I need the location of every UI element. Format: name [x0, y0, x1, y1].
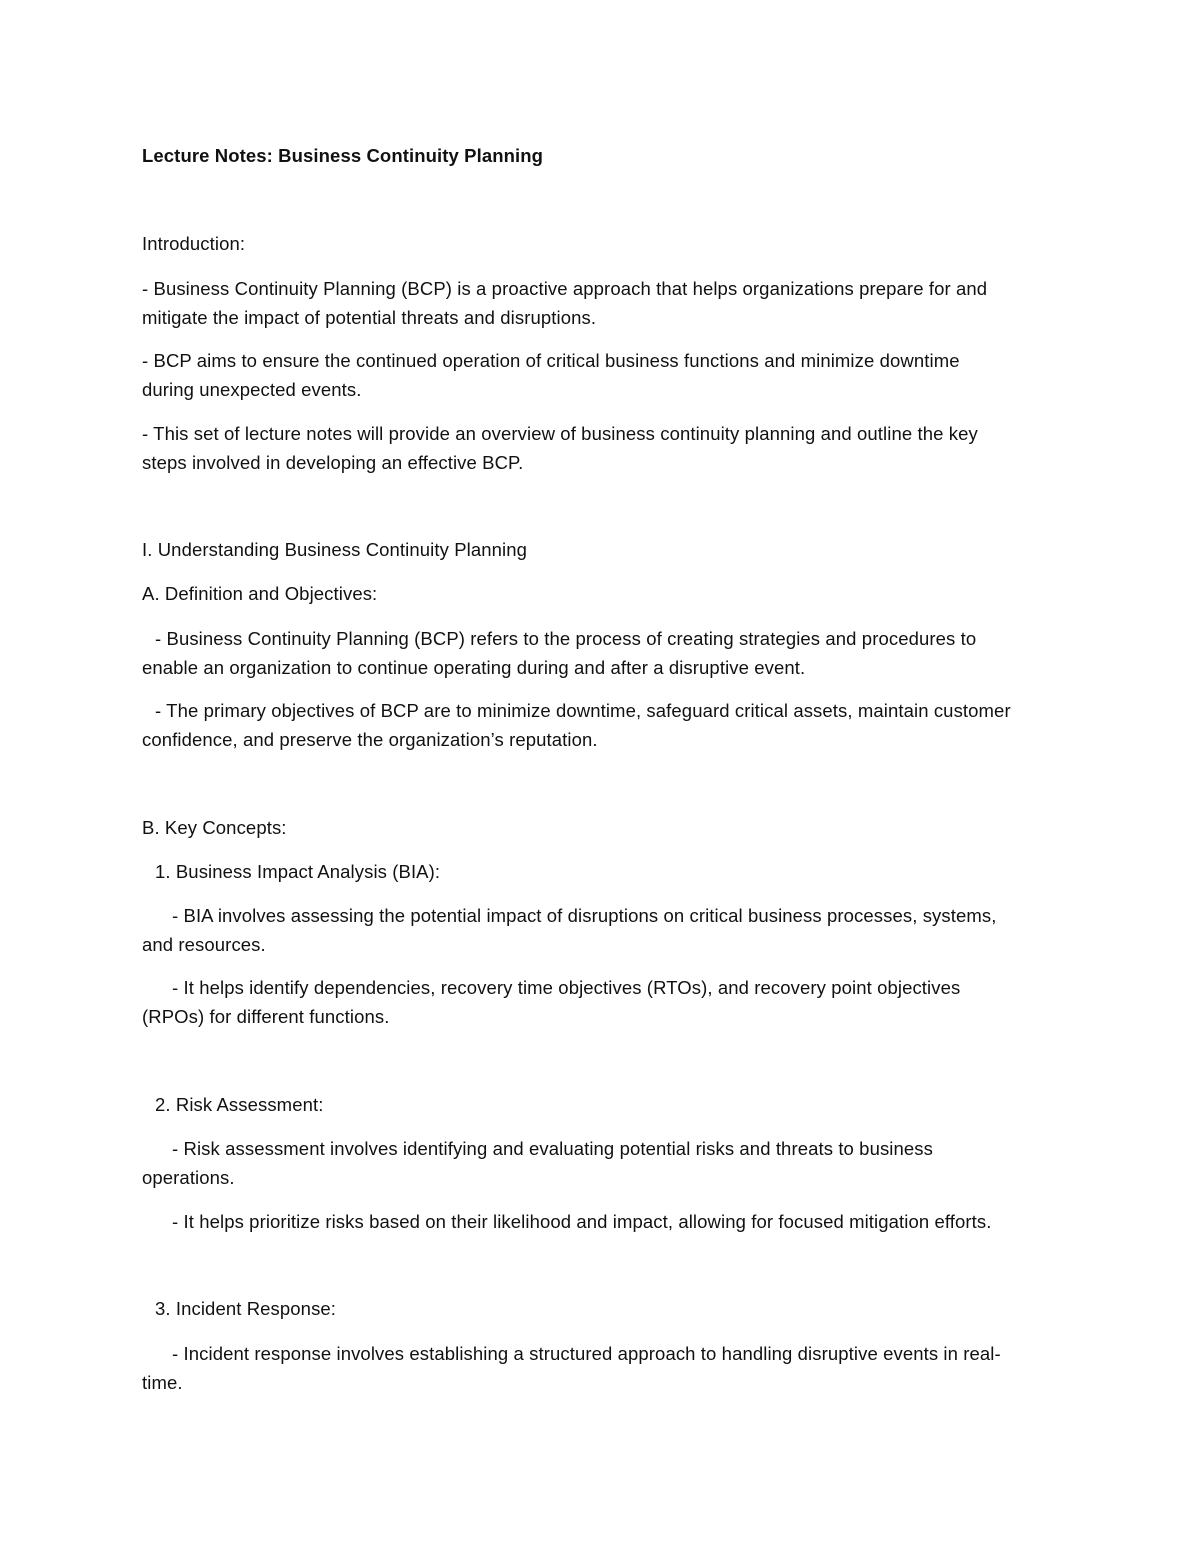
paragraph-line: during unexpected events.: [142, 379, 362, 400]
paragraph-line: enable an organization to continue operating during and after a disruptive event.: [142, 657, 806, 678]
paragraph-line: mitigate the impact of potential threats and disruptions.: [142, 307, 597, 328]
paragraph-line: - Incident response involves establishing a structured approach to handling disruptive events in real-: [172, 1343, 1001, 1364]
paragraph-line: time.: [142, 1372, 183, 1393]
paragraph-line: - The primary objectives of BCP are to minimize downtime, safeguard critical assets, maintain customer: [155, 700, 1011, 721]
document-title: Lecture Notes: Business Continuity Planning: [142, 145, 544, 166]
paragraph-line: - It helps prioritize risks based on their likelihood and impact, allowing for focused mitigation efforts.: [172, 1211, 992, 1232]
paragraph-line: operations.: [142, 1167, 235, 1188]
paragraph-line: - BCP aims to ensure the continued operation of critical business functions and minimize downtime: [142, 350, 960, 371]
paragraph-line: steps involved in developing an effective BCP.: [142, 452, 524, 473]
concept-heading: 1. Business Impact Analysis (BIA):: [155, 861, 441, 882]
paragraph-line: - BIA involves assessing the potential impact of disruptions on critical business processes, systems,: [172, 905, 997, 926]
paragraph-line: - Risk assessment involves identifying and evaluating potential risks and threats to business: [172, 1138, 933, 1159]
paragraph-line: - This set of lecture notes will provide an overview of business continuity planning and outline the key: [142, 423, 978, 444]
subsection-heading: A. Definition and Objectives:: [142, 583, 378, 604]
paragraph-line: and resources.: [142, 934, 266, 955]
paragraph-line: - It helps identify dependencies, recovery time objectives (RTOs), and recovery point objectives: [172, 977, 961, 998]
paragraph-line: - Business Continuity Planning (BCP) is a proactive approach that helps organizations prepare for and: [142, 278, 988, 299]
paragraph-line: - Business Continuity Planning (BCP) refers to the process of creating strategies and procedures to: [155, 628, 977, 649]
concept-heading: 3. Incident Response:: [155, 1298, 337, 1319]
intro-heading: Introduction:: [142, 233, 246, 254]
concept-heading: 2. Risk Assessment:: [155, 1094, 324, 1115]
section-heading: I. Understanding Business Continuity Planning: [142, 539, 528, 560]
subsection-heading: B. Key Concepts:: [142, 817, 287, 838]
paragraph-line: (RPOs) for different functions.: [142, 1006, 390, 1027]
paragraph-line: confidence, and preserve the organization’s reputation.: [142, 729, 598, 750]
